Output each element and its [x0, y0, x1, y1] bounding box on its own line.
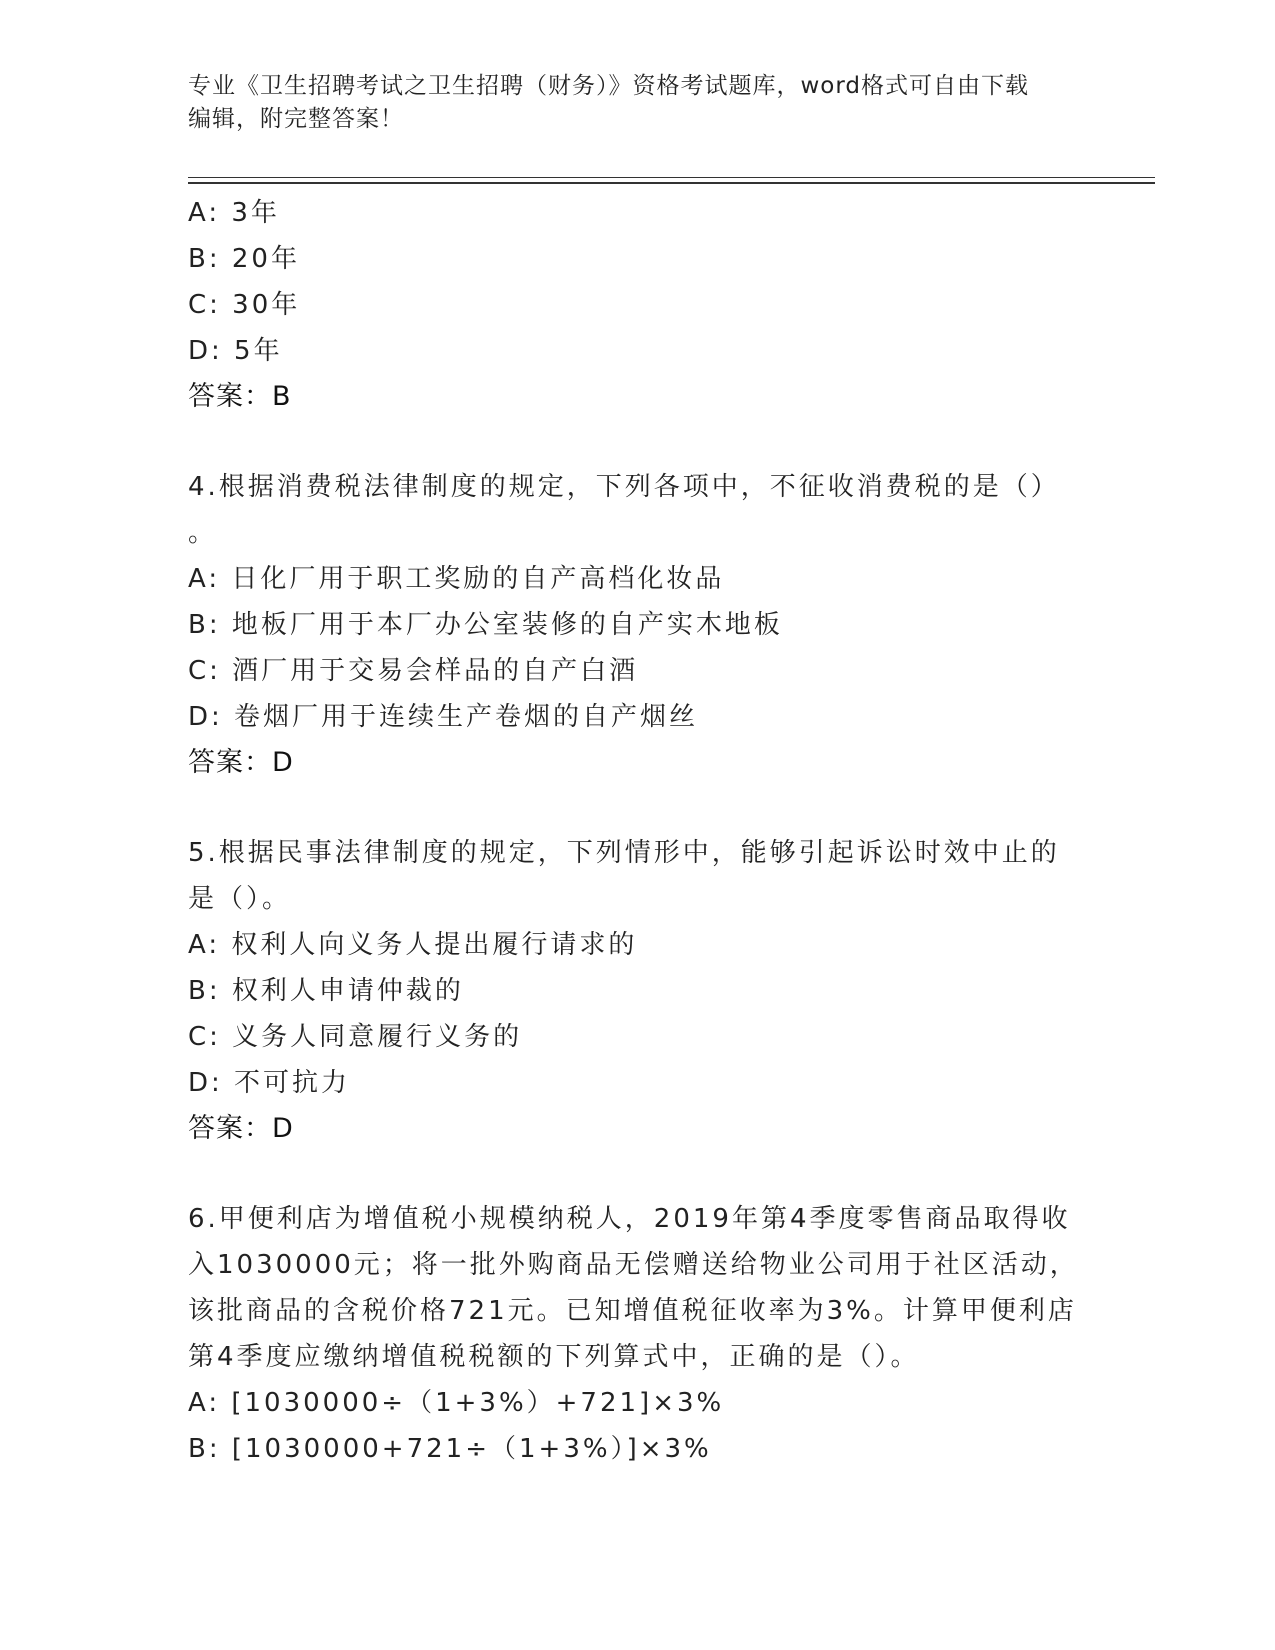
question-stem-line: 4.根据消费税法律制度的规定，下列各项中，不征收消费税的是（） — [188, 472, 1060, 502]
option-b: B: 20年 — [188, 244, 300, 274]
option-c: C: 30年 — [188, 290, 301, 320]
header-line-2: 编辑，附完整答案！ — [188, 106, 404, 132]
answer: 答案：B — [188, 381, 292, 412]
question-4 — [188, 464, 1088, 786]
question-5 — [188, 830, 1088, 1152]
question-stem-line: 。 — [188, 518, 218, 548]
question-6 — [188, 1196, 1088, 1472]
option-a: A: 权利人向义务人提出履行请求的 — [188, 930, 638, 960]
question-list — [188, 190, 1088, 1472]
option-a: A: [1030000÷（1+3%）+721]×3% — [188, 1388, 725, 1418]
option-c: C: 酒厂用于交易会样品的自产白酒 — [188, 656, 639, 686]
option-b: B: [1030000+721÷（1+3%）]×3% — [188, 1434, 712, 1464]
option-c: C: 义务人同意履行义务的 — [188, 1022, 523, 1052]
question-3 — [188, 190, 1088, 420]
header-divider-thick — [188, 182, 1155, 184]
header-divider-thin — [188, 177, 1155, 178]
question-stem-line: 5.根据民事法律制度的规定，下列情形中，能够引起诉讼时效中止的 — [188, 838, 1060, 868]
question-stem-line: 入1030000元；将一批外购商品无偿赠送给物业公司用于社区活动， — [188, 1250, 1079, 1280]
option-b: B: 地板厂用于本厂办公室装修的自产实木地板 — [188, 610, 783, 640]
question-stem-line: 该批商品的含税价格721元。已知增值税征收率为3%。计算甲便利店 — [188, 1296, 1077, 1326]
option-d: D: 卷烟厂用于连续生产卷烟的自产烟丝 — [188, 702, 699, 732]
question-stem-line: 是（）。 — [188, 884, 292, 914]
option-a: A: 日化厂用于职工奖励的自产高档化妆品 — [188, 564, 725, 594]
option-d: D: 不可抗力 — [188, 1068, 351, 1098]
option-a: A: 3年 — [188, 198, 280, 228]
option-d: D: 5年 — [188, 336, 283, 366]
answer: 答案：D — [188, 747, 294, 778]
answer: 答案：D — [188, 1113, 294, 1144]
header-line-1: 专业《卫生招聘考试之卫生招聘（财务）》资格考试题库，word格式可自由下载 — [188, 73, 1030, 99]
question-stem-line: 第4季度应缴纳增值税税额的下列算式中，正确的是（）。 — [188, 1342, 920, 1372]
option-b: B: 权利人申请仲裁的 — [188, 976, 464, 1006]
document-header — [188, 70, 1068, 136]
question-stem-line: 6.甲便利店为增值税小规模纳税人，2019年第4季度零售商品取得收 — [188, 1204, 1071, 1234]
